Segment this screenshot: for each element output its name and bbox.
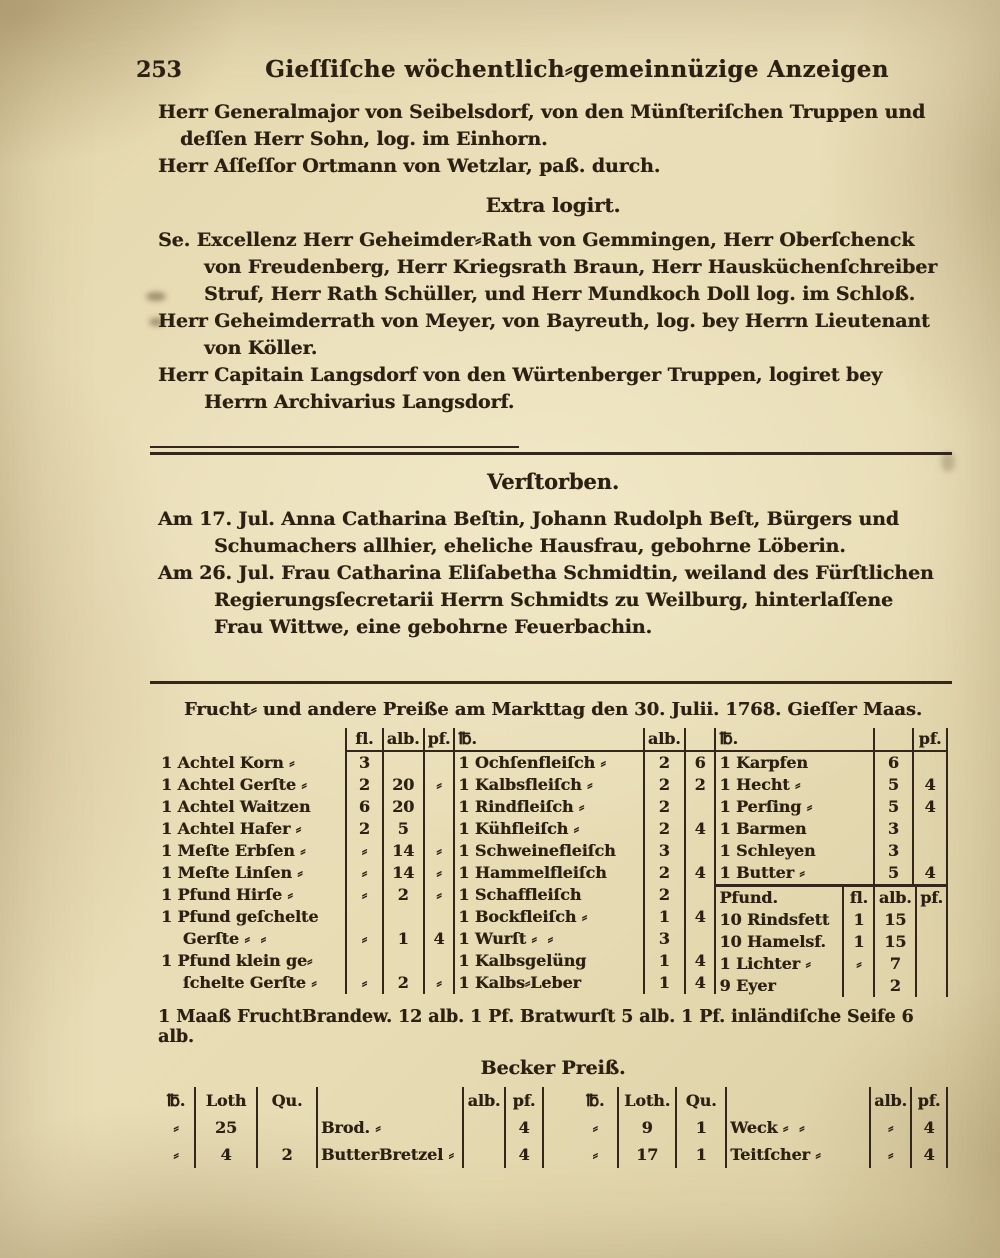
price-cell: 4 (912, 862, 948, 884)
price-cell: 9 Eyer (719, 976, 776, 995)
price-table-row (158, 928, 455, 950)
price-cell: 25 (194, 1114, 256, 1141)
price-cell (684, 928, 717, 950)
price-table-header-row (716, 728, 948, 752)
price-table-row (158, 752, 455, 774)
price-cell: 3 (873, 818, 912, 840)
price-cell: ⸗ (842, 953, 873, 975)
price-cell: 4 (504, 1141, 544, 1168)
price-cell: 2 (643, 818, 684, 840)
price-cell: 1 Kalbsfleiſch ⸗ (458, 775, 593, 794)
price-cell: 1 Schweinefleiſch (458, 841, 616, 860)
price-cell: 4 (504, 1114, 544, 1141)
price-cell: 20 (382, 774, 423, 796)
fish-price-table (716, 728, 948, 884)
price-cell: Gerſte ⸗ ⸗ (161, 929, 266, 948)
grain-price-table (158, 728, 455, 994)
price-table-row (716, 818, 948, 840)
price-cell (382, 752, 423, 774)
column-header: alb. (873, 887, 915, 909)
price-cell: ⸗ (592, 1118, 598, 1137)
column-header: Qu. (256, 1087, 316, 1114)
page-header (136, 56, 948, 83)
column-header: fl. (345, 728, 382, 752)
column-header: alb. (462, 1087, 504, 1114)
price-table-row (573, 1114, 948, 1141)
price-table-row (158, 862, 455, 884)
section-divider (150, 452, 952, 455)
column-header: pf. (912, 728, 948, 752)
deaths-heading: Verſtorben. (486, 469, 620, 494)
price-cell: 4 (912, 774, 948, 796)
price-cell (345, 906, 382, 928)
column-header: alb. (643, 728, 684, 752)
column-header: pf. (915, 887, 948, 909)
price-table-row (716, 862, 948, 884)
price-cell: 2 (643, 862, 684, 884)
price-cell: 1 Achtel Gerſte ⸗ (161, 775, 307, 794)
price-cell (915, 909, 948, 931)
price-cell (423, 752, 456, 774)
price-table-row (455, 906, 716, 928)
price-cell: ⸗ (869, 1114, 910, 1141)
price-cell: 1 (675, 1141, 725, 1168)
price-cell: 5 (873, 796, 912, 818)
column-header: Loth (194, 1087, 256, 1114)
price-table-row (455, 796, 716, 818)
price-cell: 1 Achtel Waitzen (161, 797, 311, 816)
price-cell (382, 906, 423, 928)
death-entry: Am 17. Jul. Anna Catharina Beſtin, Johann Rudolph Beſt, Bürgers und Schumachers allhier, eheliche Hausfrau, gebohrne Löberin. (158, 508, 899, 557)
meat-price-table (455, 728, 716, 994)
price-cell: 4 (910, 1114, 948, 1141)
price-cell: 4 (423, 928, 456, 950)
price-cell: ⸗ (423, 774, 456, 796)
price-table-row (158, 774, 455, 796)
market-price-table (158, 728, 948, 997)
price-table-row (455, 884, 716, 906)
price-cell: 2 (382, 972, 423, 994)
price-cell: 2 (873, 975, 915, 997)
price-cell: 1 (675, 1114, 725, 1141)
price-cell: 6 (345, 796, 382, 818)
price-cell: 6 (873, 752, 912, 774)
price-cell: 2 (345, 774, 382, 796)
price-cell: 1 Karpfen (719, 753, 808, 772)
price-table-row (455, 818, 716, 840)
price-cell: ⸗ (345, 928, 382, 950)
price-cell: 3 (643, 928, 684, 950)
price-cell (423, 950, 456, 972)
deaths-section (158, 506, 948, 641)
price-cell: 1 (643, 906, 684, 928)
price-cell: 1 (643, 950, 684, 972)
price-cell: ⸗ (173, 1145, 179, 1164)
price-cell (912, 752, 948, 774)
column-header: ℔. (716, 728, 872, 752)
newspaper-page (136, 56, 948, 1168)
price-cell: 2 (345, 818, 382, 840)
column-header: Qu. (675, 1087, 725, 1114)
price-table-header-row (455, 728, 716, 752)
price-cell: ⸗ (173, 1118, 179, 1137)
price-cell: ⸗ (423, 862, 456, 884)
price-cell (915, 931, 948, 953)
price-cell: 1 Wurſt ⸗ ⸗ (458, 929, 553, 948)
extra-lodging-heading: Extra logirt. (485, 193, 621, 217)
price-cell: 1 Bockfleiſch ⸗ (458, 907, 587, 926)
price-cell (382, 950, 423, 972)
price-cell: 1 Kalbsgelüng (458, 951, 587, 970)
price-cell: ⸗ (592, 1145, 598, 1164)
price-cell: ⸗ (345, 972, 382, 994)
price-table-row (716, 752, 948, 774)
price-cell: 1 Pfund Hirſe ⸗ (161, 885, 293, 904)
price-cell: 2 (643, 752, 684, 774)
price-cell: 2 (256, 1141, 316, 1168)
price-table-row (455, 774, 716, 796)
price-cell: 6 (684, 752, 717, 774)
price-table-row (455, 972, 716, 994)
price-table-row (158, 796, 455, 818)
price-cell (912, 818, 948, 840)
price-cell (684, 840, 717, 862)
price-table-row (455, 862, 716, 884)
price-cell (915, 953, 948, 975)
price-cell (915, 975, 948, 997)
price-cell: 1 (842, 931, 873, 953)
price-cell: 1 Achtel Korn ⸗ (161, 753, 295, 772)
column-header: ℔. (166, 1091, 186, 1110)
death-entry: Am 26. Jul. Frau Catharina Eliſabetha Schmidtin, weiland des Fürſtlichen Regierungsſecretarii Herrn Schmidts zu Weilburg, hinterlaſſene Frau Wittwe, eine gebohrne Feuerbachin. (158, 562, 934, 638)
column-header: ℔. (585, 1091, 605, 1110)
price-cell: 1 Perſing ⸗ (719, 797, 812, 816)
price-cell: 3 (643, 840, 684, 862)
price-cell: 4 (684, 906, 717, 928)
price-table-row (455, 928, 716, 950)
baker-price-table-right (573, 1087, 948, 1168)
price-cell: 2 (382, 884, 423, 906)
price-cell (423, 818, 456, 840)
lodging-entry: Herr Generalmajor von Seibelsdorf, von den Münſteriſchen Truppen und deſſen Herr Sohn, log. im Einhorn. (158, 101, 926, 150)
price-table-row (158, 818, 455, 840)
price-table-row (455, 840, 716, 862)
price-table-header-row (573, 1087, 948, 1114)
price-cell: 1 Schleyen (719, 841, 816, 860)
column-header (316, 1087, 462, 1114)
price-cell: ⸗ (423, 884, 456, 906)
market-footer-line: 1 Maaß FruchtBrandew. 12 alb. 1 Pf. Bratwurſt 5 alb. 1 Pf. inländiſche Seife 6 alb. (158, 1007, 914, 1047)
price-cell (256, 1114, 316, 1141)
price-cell: 4 (684, 818, 717, 840)
price-cell: 2 (684, 774, 717, 796)
price-cell: 2 (643, 774, 684, 796)
section-divider (150, 681, 952, 684)
price-cell: Brod. ⸗ (316, 1114, 462, 1141)
price-cell (462, 1141, 504, 1168)
price-cell: 1 Rindfleiſch ⸗ (458, 797, 585, 816)
column-header: Pfund. (719, 888, 778, 907)
price-cell: 2 (643, 884, 684, 906)
column-header (725, 1087, 869, 1114)
price-table-row (573, 1141, 948, 1168)
price-table-header-row (716, 887, 948, 909)
price-cell: 4 (684, 862, 717, 884)
price-cell: 9 (617, 1114, 675, 1141)
price-table-row (158, 884, 455, 906)
page-title: Gieſſiſche wöchentlich⸗gemeinnüzige Anzeigen (265, 56, 889, 83)
price-cell: ſchelte Gerſte ⸗ (161, 973, 317, 992)
price-cell: 4 (910, 1141, 948, 1168)
price-cell: 1 Kühfleiſch ⸗ (458, 819, 579, 838)
price-cell (842, 975, 873, 997)
price-cell: 4 (684, 972, 717, 994)
column-header (684, 728, 717, 752)
price-cell: ⸗ (869, 1141, 910, 1168)
price-cell: 15 (873, 909, 915, 931)
price-cell: 1 Lichter ⸗ (719, 954, 811, 973)
baker-price-table-left (158, 1087, 544, 1168)
price-cell (684, 884, 717, 906)
column-header: alb. (382, 728, 423, 752)
price-cell: ⸗ (423, 840, 456, 862)
price-cell: 14 (382, 840, 423, 862)
price-table-row (158, 950, 455, 972)
price-cell: Weck ⸗ ⸗ (725, 1114, 869, 1141)
lodging-entry: Se. Excellenz Herr Geheimder⸗Rath von Gemmingen, Herr Oberſchenck von Freudenberg, Herr Kriegsrath Braun, Herr Hausküchenſchreiber Struf, Herr Rath Schüller, und Herr Mundkoch Doll log. im Schloß. (158, 229, 938, 305)
price-cell: ButterBretzel ⸗ (316, 1141, 462, 1168)
price-cell: 14 (382, 862, 423, 884)
page-number: 253 (136, 57, 182, 83)
price-cell: 5 (382, 818, 423, 840)
price-cell: 15 (873, 931, 915, 953)
baker-price-tables (158, 1087, 948, 1168)
column-header: pf. (504, 1087, 544, 1114)
baker-prices-heading: Becker Preiß. (480, 1057, 626, 1079)
price-cell: 3 (345, 752, 382, 774)
price-cell: 10 Hamelsf. (719, 932, 826, 951)
price-table-row (158, 972, 455, 994)
column-header: fl. (842, 887, 873, 909)
price-cell: 1 Schaffleiſch (458, 885, 582, 904)
price-cell: 1 Hammelfleiſch (458, 863, 607, 882)
extra-lodging-section (158, 227, 948, 416)
price-table-header-row (158, 1087, 544, 1114)
price-table-row (716, 840, 948, 862)
price-cell (462, 1114, 504, 1141)
column-header: Loth. (617, 1087, 675, 1114)
column-header: alb. (869, 1087, 910, 1114)
price-cell: 2 (643, 796, 684, 818)
price-cell: 1 Achtel Hafer ⸗ (161, 819, 301, 838)
fat-price-table (716, 884, 948, 997)
price-cell: 1 Meſte Erbſen ⸗ (161, 841, 306, 860)
price-table-header-row (158, 728, 455, 752)
column-header (158, 728, 345, 752)
fish-and-fat-price-group (716, 728, 948, 997)
price-cell: ⸗ (345, 884, 382, 906)
price-cell: 4 (912, 796, 948, 818)
price-table-row (158, 1114, 544, 1141)
price-cell (345, 950, 382, 972)
lodging-entry: Herr Capitain Langsdorf von den Würtenberger Truppen, logiret bey Herrn Archivarius Langsdorf. (158, 364, 883, 413)
price-table-row (716, 975, 948, 997)
column-header: pf. (910, 1087, 948, 1114)
price-cell: 1 (842, 909, 873, 931)
price-cell: 1 Barmen (719, 819, 807, 838)
price-cell (912, 840, 948, 862)
price-table-row (158, 1141, 544, 1168)
price-cell: 1 Meſte Linſen ⸗ (161, 863, 303, 882)
price-cell: 1 (643, 972, 684, 994)
price-cell: ⸗ (345, 840, 382, 862)
price-table-row (716, 909, 948, 931)
price-table-row (716, 796, 948, 818)
market-prices-title: Frucht⸗ und andere Preiße am Markttag den 30. Julii. 1768. Gieſſer Maas. (183, 699, 923, 720)
price-table-row (455, 752, 716, 774)
column-header: pf. (423, 728, 456, 752)
price-cell: 4 (684, 950, 717, 972)
price-cell: 1 Pfund klein ge⸗ (161, 951, 313, 970)
price-cell: 10 Rindsfett (719, 910, 830, 929)
price-table-row (716, 931, 948, 953)
lodging-entry: Herr Aſſeſſor Ortmann von Wetzlar, paß. durch. (158, 155, 661, 177)
price-table-row (455, 950, 716, 972)
price-cell: 20 (382, 796, 423, 818)
arrivals-section (158, 99, 948, 180)
column-header: ℔. (455, 728, 643, 752)
price-cell (423, 906, 456, 928)
price-table-row (716, 953, 948, 975)
price-table-row (158, 840, 455, 862)
price-cell: 1 Ochſenfleiſch ⸗ (458, 753, 606, 772)
price-cell: 5 (873, 862, 912, 884)
price-cell: 5 (873, 774, 912, 796)
price-cell: 4 (194, 1141, 256, 1168)
price-cell: 1 Hecht ⸗ (719, 775, 801, 794)
price-cell: 3 (873, 840, 912, 862)
price-cell (423, 796, 456, 818)
price-cell (684, 796, 717, 818)
price-cell: 7 (873, 953, 915, 975)
price-cell: 1 Kalbs⸗Leber (458, 973, 581, 992)
price-cell: 17 (617, 1141, 675, 1168)
price-cell: Teitſcher ⸗ (725, 1141, 869, 1168)
lodging-entry: Herr Geheimderrath von Meyer, von Bayreuth, log. bey Herrn Lieutenant von Köller. (158, 310, 930, 359)
price-cell: ⸗ (345, 862, 382, 884)
price-cell: 1 Pfund geſchelte (161, 907, 319, 926)
column-header (873, 728, 912, 752)
price-cell: 1 Butter ⸗ (719, 863, 805, 882)
price-table-row (716, 774, 948, 796)
price-cell: 1 (382, 928, 423, 950)
price-cell: ⸗ (423, 972, 456, 994)
price-table-row (158, 906, 455, 928)
